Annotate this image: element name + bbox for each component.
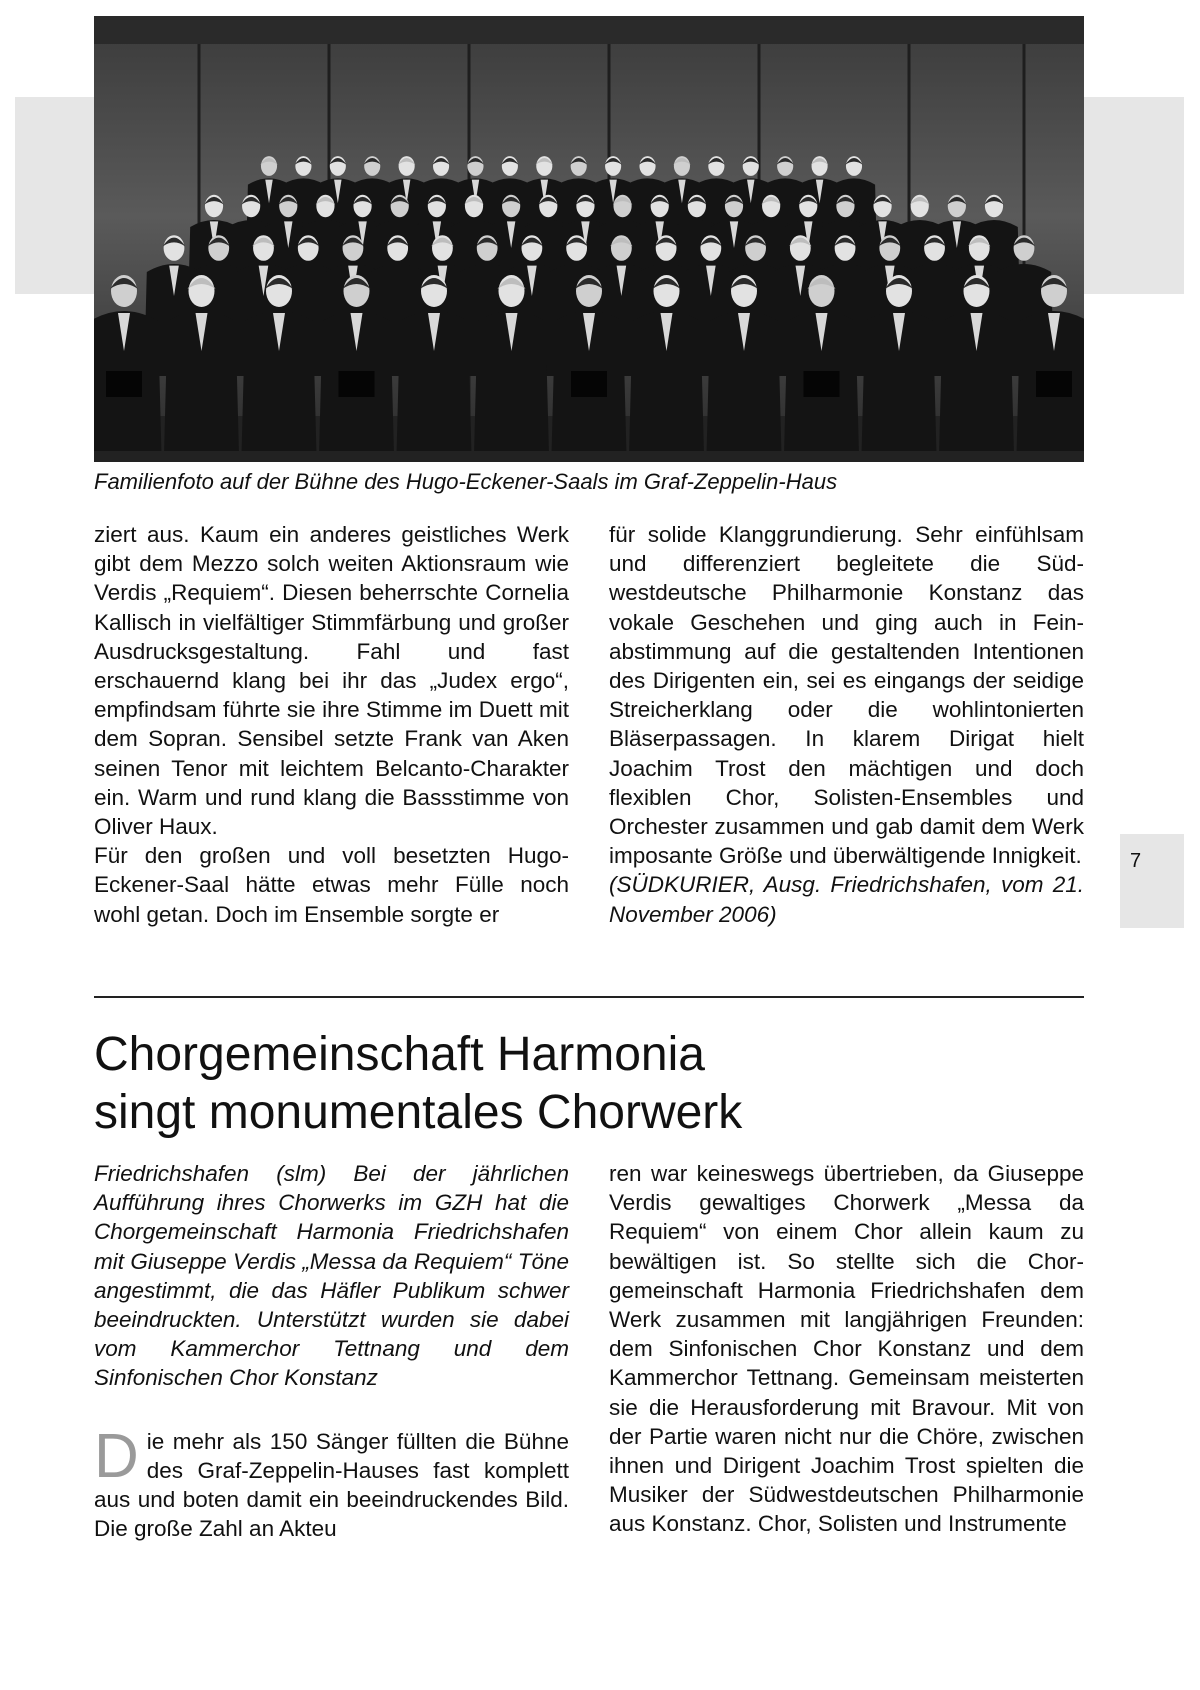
article-column-2 xyxy=(609,1159,1084,1539)
music-folder xyxy=(804,371,840,397)
music-folder xyxy=(106,371,142,397)
section-divider xyxy=(94,996,1084,998)
article-column-1 xyxy=(94,1159,569,1543)
review-paragraph: für solide Klanggrundierung. Sehr einfühlsam und differenziert begleitete die Südwestdeutsche Philharmonie Konstanz das vokale Geschehen und ging auch in Feinabstimmung auf die gestaltenden Intentionen des Dirigenten ein, sei es eingangs der seidige Streicherklang oder die wohlintonierten Bläserpassagen. In klarem Dirigat hielt Joachim Trost den mächtigen und doch flexiblen Chor, Solisten-Ensembles und Orchester zusammen und gab damit dem Werk imposante Größe und überwältigende Innigkeit. xyxy=(609,522,1084,869)
photo-caption: Familienfoto auf der Bühne des Hugo-Eckener-Saals im Graf-Zeppelin-Haus xyxy=(94,469,838,494)
music-folder xyxy=(1036,371,1072,397)
headline-line-1: Chorgemeinschaft Harmonia xyxy=(94,1028,705,1081)
page-number-tab xyxy=(1120,834,1184,928)
drop-cap: D xyxy=(94,1421,139,1491)
article-body xyxy=(94,1421,569,1544)
page-number: 7 xyxy=(1130,850,1142,872)
review-source: (SÜDKURIER, Ausg. Friedrichshafen, vom 21. November 2006) xyxy=(609,872,1084,927)
review-column-2 xyxy=(609,520,1084,929)
article-headline xyxy=(94,1026,1084,1142)
left-margin-box xyxy=(15,97,97,294)
right-margin-box xyxy=(1082,97,1184,294)
article-body-text: ie mehr als 150 Sänger füllten die Bühne des Graf-Zeppelin-Hauses fast komplett aus und boten damit ein beeindruckendes Bild. Die große Zahl an Akteu xyxy=(94,1428,569,1542)
review-paragraph: Für den großen und voll besetzten Hugo-Eckener-Saal hätte etwas mehr Fülle noch wohl getan. Doch im Ensemble sorgte er xyxy=(94,843,569,927)
article-body-text: ren war keineswegs übertrieben, da Giuseppe Verdis gewaltiges Chorwerk „Messa da Requiem“ von einem Chor allein kaum zu bewältigen ist. So stellte sich die Chorgemeinschaft Harmonia Friedrichshafen dem Werk zusammen mit langjährigen Freunden: dem Sinfonischen Chor Konstanz und dem Kammerchor Tettnang. Gemeinsam meisterten sie die Herausforderung mit Bravour. Mit von der Partie waren nicht nur die Chöre, zwischen ihnen und Dirigent Joachim Trost spielten die Musiker der Südwestdeutschen Philharmonie aus Konstanz. Chor, Solisten und Instrumente xyxy=(609,1161,1084,1537)
review-paragraph: ziert aus. Kaum ein anderes geistliches Werk gibt dem Mezzo solch weiten Aktionsraum wie Verdis „Requiem“. Diesen beherrschte Cornelia Kallisch in vielfältiger Stimmfärbung und großer Ausdrucksgestaltung. Fahl und fast erschauernd klang bei ihr das „Judex ergo“, empfindsam führte sie ihre Stimme im Duett mit dem Sopran. Sensibel setzte Frank van Aken seinen Tenor mit leichtem Belcanto-Charakter ein. Warm und rund klang die Bassstimme von Oliver Haux. xyxy=(94,522,569,840)
article-lead: Friedrichshafen (slm) Bei der jährlichen Aufführung ihres Chorwerks im GZH hat die Chorgemeinschaft Harmonia Friedrichshafen mit Giuseppe Verdis „Messa da Requiem“ Töne angestimmt, die das Häfler Publikum schwer beeindruckten. Unterstützt wurden sie dabei vom Kammerchor Tettnang und dem Sinfonischen Chor Konstanz xyxy=(94,1161,569,1391)
music-folder xyxy=(571,371,607,397)
headline-line-2: singt monumentales Chorwerk xyxy=(94,1086,743,1139)
music-folder xyxy=(339,371,375,397)
review-column-1 xyxy=(94,520,569,929)
choir-group-photo xyxy=(94,16,1084,462)
